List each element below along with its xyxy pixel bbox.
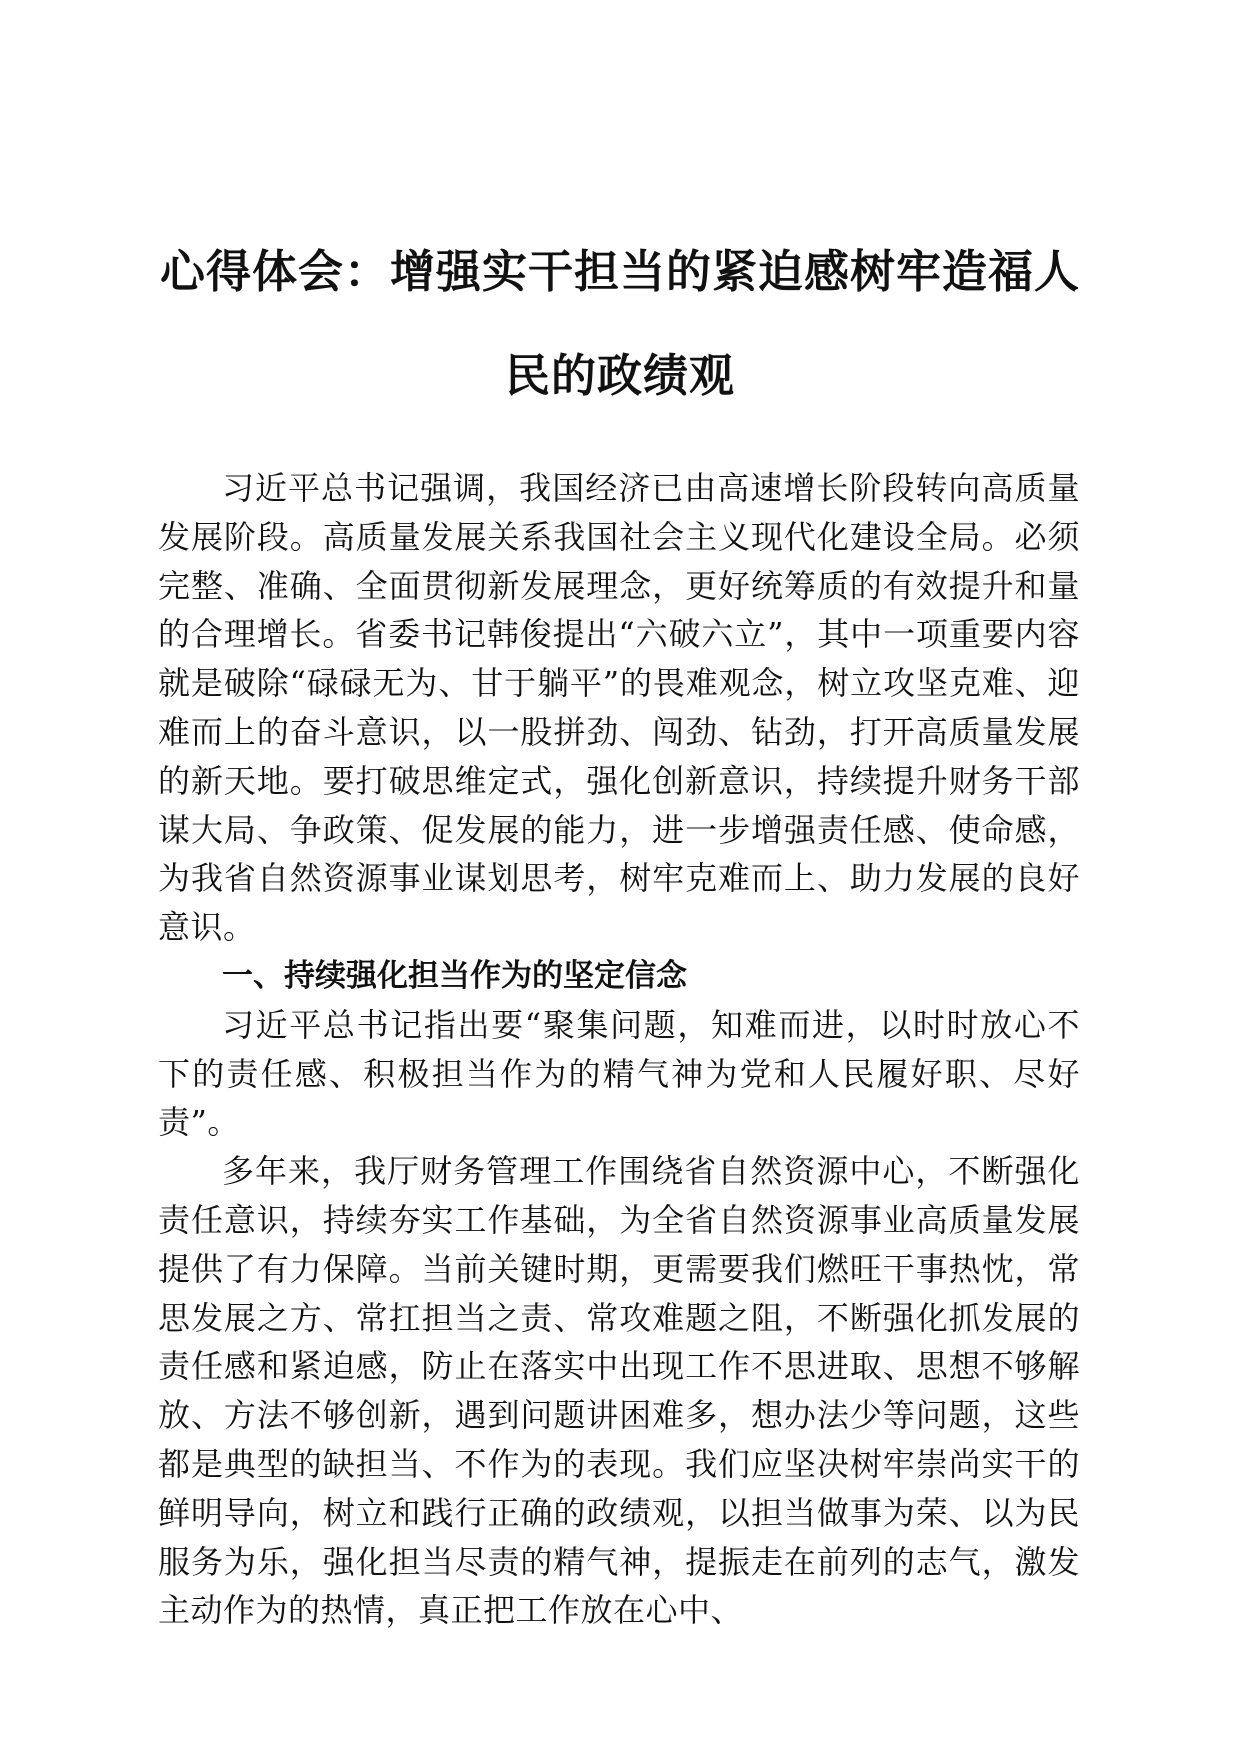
body-paragraph: 多年来，我厅财务管理工作围绕省自然资源中心，不断强化责任意识，持续夯实工作基础，为全省自然资源事业高质量发展提供了有力保障。当前关键时期，更需要我们燃旺干事热忱，常思发展之方、常扛担当之责、常攻难题之阻，不断强化抓发展的责任感和紧迫感，防止在落实中出现工作不思进取、思想不够解放、方法不够创新，遇到问题讲困难多，想办法少等问题，这些都是典型的缺担当、不作为的表现。我们应坚决树牢崇尚实干的鲜明导向，树立和践行正确的政绩观，以担当做事为荣、以为民服务为乐，强化担当尽责的精气神，提振走在前列的志气，激发主动作为的热情，真正把工作放在心中、: [158, 1152, 1080, 1630]
document-body: [158, 464, 1080, 1635]
title-line-2: 民的政绩观: [504, 349, 735, 402]
section-heading-1: 一、持续强化担当作为的坚定信念: [222, 957, 687, 994]
document-title: [150, 220, 1090, 428]
title-line-1: 心得体会：增强实干担当的紧迫感树牢造福人: [159, 245, 1080, 298]
quote-paragraph: 习近平总书记指出要“聚集问题，知难而进，以时时放心不下的责任感、积极担当作为的精气神为党和人民履好职、尽好责”。: [158, 1005, 1080, 1142]
intro-paragraph: 习近平总书记强调，我国经济已由高速增长阶段转向高质量发展阶段。高质量发展关系我国社会主义现代化建设全局。必须完整、准确、全面贯彻新发展理念，更好统筹质的有效提升和量的合理增长。省委书记韩俊提出“六破六立”，其中一项重要内容就是破除“碌碌无为、甘于躺平”的畏难观念，树立攻坚克难、迎难而上的奋斗意识，以一股拼劲、闯劲、钻劲，打开高质量发展的新天地。要打破思维定式，强化创新意识，持续提升财务干部谋大局、争政策、促发展的能力，进一步增强责任感、使命感，为我省自然资源事业谋划思考，树牢克难而上、助力发展的良好意识。: [158, 469, 1080, 947]
